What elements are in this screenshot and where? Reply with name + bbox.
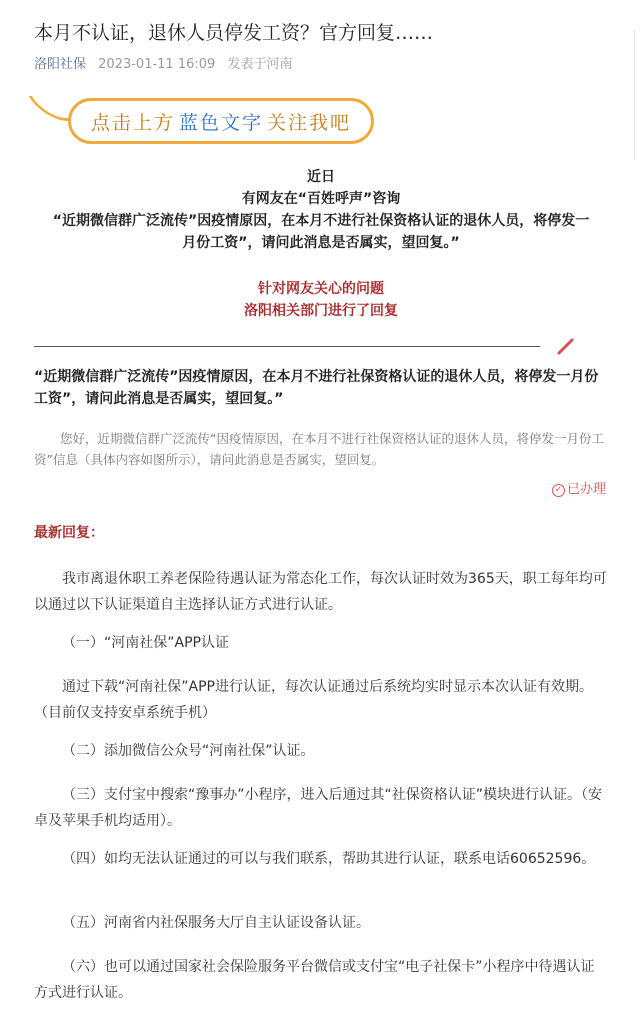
reply-paragraph: （五）河南省内社保服务大厅自主认证设备认证。 xyxy=(62,915,370,931)
scrollbar[interactable] xyxy=(634,30,641,160)
pencil-icon xyxy=(556,336,576,356)
intro-line: 针对网友关心的问题 xyxy=(258,281,384,297)
divider xyxy=(34,346,540,347)
follow-bubble xyxy=(68,98,374,144)
banner-text-blue: 蓝色文字 xyxy=(178,111,263,134)
article-meta xyxy=(34,56,292,74)
check-circle-icon: ✓ xyxy=(552,484,565,497)
account-name-link[interactable]: 洛阳社保 xyxy=(34,57,87,72)
reply-label: 最新回复： xyxy=(34,525,104,541)
intro-line: 近日 xyxy=(307,169,335,185)
reply-paragraph: （三）支付宝中搜索“豫事办”小程序，进入后通过其“社保资格认证”模块进行认证。（安卓及苹果手机均适用）。 xyxy=(34,787,603,829)
banner-text-pre: 点击上方 xyxy=(90,111,175,134)
status-text: 已办理 xyxy=(566,482,606,497)
intro-red-block xyxy=(34,278,608,322)
article-title: 本月不认证，退休人员停发工资？官方回复…… xyxy=(34,22,434,44)
intro-line: 有网友在“百姓呼声”咨询 xyxy=(241,191,401,207)
intro-line: 洛阳相关部门进行了回复 xyxy=(244,303,398,319)
reply-paragraph: 通过下载“河南社保”APP进行认证，每次认证通过后系统均实时显示本次认证有效期。（目前仅支持安卓系统手机） xyxy=(34,679,593,721)
publish-datetime: 2023-01-11 16:09 xyxy=(98,57,216,72)
question-body xyxy=(34,428,608,470)
reply-paragraph: （二）添加微信公众号“河南社保”认证。 xyxy=(62,743,315,759)
reply-paragraph: （四）如均无法认证通过的可以与我们联系，帮助其进行认证，联系电话60652596。 xyxy=(62,851,596,867)
follow-banner xyxy=(34,96,608,146)
status-badge xyxy=(552,478,606,497)
reply-paragraph: （一）“河南社保”APP认证 xyxy=(62,635,229,651)
banner-text-post: 关注我吧 xyxy=(267,111,352,134)
question-body-text: 您好，近期微信群广泛流传“因疫情原因，在本月不进行社保资格认证的退休人员，将停发一月份工资”信息（具体内容如图所示），请问此消息是否属实，望回复。 xyxy=(34,431,604,467)
intro-line: “近期微信群广泛流传”因疫情原因，在本月不进行社保资格认证的退休人员，将停发一 xyxy=(52,213,590,229)
intro-block xyxy=(34,166,608,254)
reply-paragraph: 我市离退休职工养老保险待遇认证为常态化工作，每次认证时效为365天，职工每年均可以通过以下认证渠道自主选择认证方式进行认证。 xyxy=(34,571,607,613)
intro-line: 月份工资”，请问此消息是否属实，望回复。” xyxy=(182,235,460,251)
question-title: “近期微信群广泛流传”因疫情原因，在本月不进行社保资格认证的退休人员，将停发一月份工资”，请问此消息是否属实，望回复。” xyxy=(34,369,599,407)
reply-paragraph: （六）也可以通过国家社会保险服务平台微信或支付宝“电子社保卡”小程序中待遇认证方式进行认证。 xyxy=(34,959,595,1001)
publish-location: 发表于河南 xyxy=(227,57,293,72)
